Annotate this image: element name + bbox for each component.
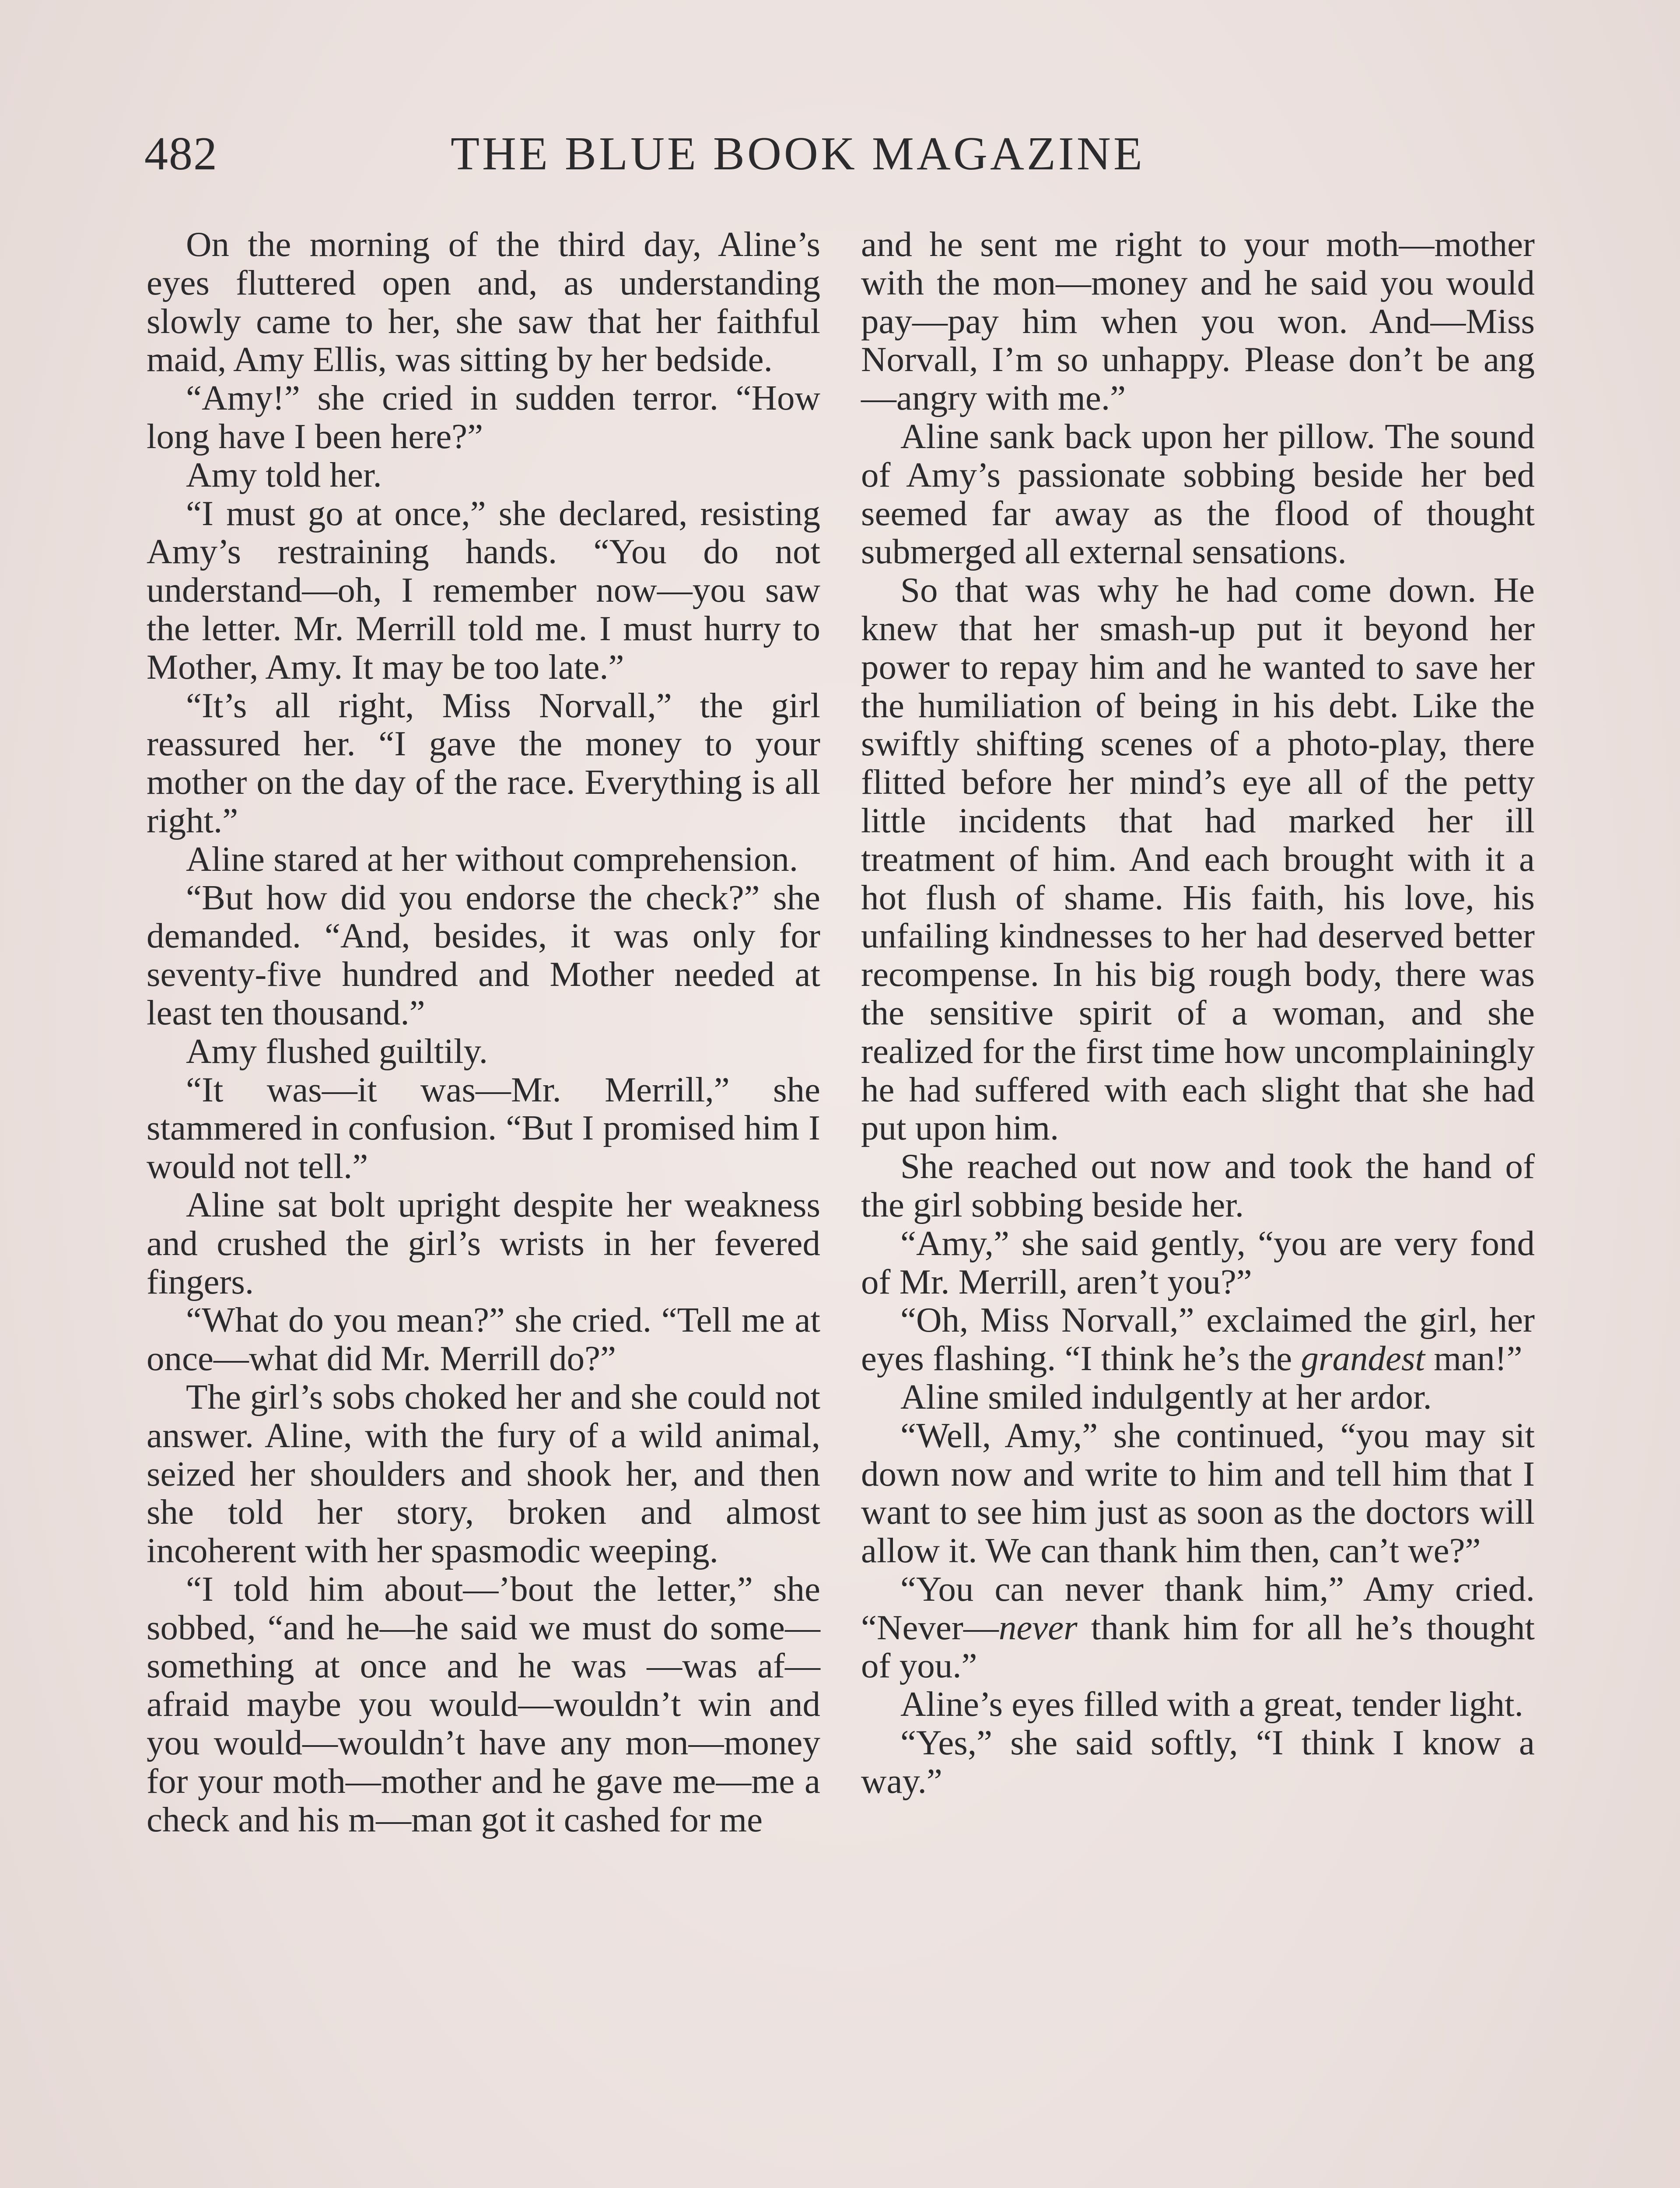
emphasis-text: grandest bbox=[1301, 1339, 1425, 1378]
right-text-column bbox=[861, 225, 1535, 1801]
paragraph: “I told him about—’bout the letter,” she sobbed, “and he—he said we must do some—something at once and he was —was af—afraid maybe you would—wouldn’t win and you would—wouldn’t have any mon—money for your moth—mother and he gave me—me a check and his m—man got it cashed for me bbox=[147, 1569, 820, 1839]
paragraph: Amy told her. bbox=[186, 455, 382, 494]
paragraph: So that was why he had come down. He knew that her smash-up put it beyond her power to repay him and he wanted to save her the humiliation of being in his debt. Like the swiftly shifting scenes of a photo-play, there flitted before her mind’s eye all of the petty little incidents that had marked her ill treatment of him. And each brought with it a hot flush of shame. His faith, his love, his unfailing kindnesses to her had deserved better recompense. In his big rough body, there was the sensitive spirit of a woman, and she realized for the first time how uncomplainingly he had suffered with each slight that she had put upon him. bbox=[861, 570, 1535, 1148]
paragraph: Aline smiled indulgently at her ardor. bbox=[900, 1377, 1432, 1417]
paragraph: “It was—it was—Mr. Merrill,” she stammered in confusion. “But I promised him I would not tell.” bbox=[147, 1069, 820, 1186]
paragraph: “It’s all right, Miss Norvall,” the girl reassured her. “I gave the money to your mother on the day of the race. Everything is all right.” bbox=[147, 685, 820, 840]
paragraph: Amy flushed guiltily. bbox=[186, 1031, 488, 1071]
paragraph: “Yes,” she said softly, “I think I know a way.” bbox=[861, 1723, 1535, 1801]
text-run: “Oh, Miss Norvall,” exclaimed the girl, her eyes flashing. “I think he’s the bbox=[861, 1300, 1535, 1378]
paragraph: “Well, Amy,” she continued, “you may sit down now and write to him and tell him that I want to see him just as soon as the doctors will allow it. We can thank him then, can’t we?” bbox=[861, 1415, 1535, 1571]
left-text-column bbox=[147, 225, 820, 1839]
text-run: man!” bbox=[1425, 1339, 1522, 1378]
page-header bbox=[144, 123, 1229, 193]
page-number: 482 bbox=[144, 128, 218, 180]
running-title: THE BLUE BOOK MAGAZINE bbox=[451, 128, 1145, 180]
paragraph: “But how did you endorse the check?” she demanded. “And, besides, it was only for seventy-five hundred and Mother needed at least ten thousand.” bbox=[147, 877, 820, 1032]
paragraph bbox=[861, 1301, 1535, 1378]
paragraph: She reached out now and took the hand of the girl sobbing beside her. bbox=[861, 1147, 1535, 1224]
paragraph: “I must go at once,” she declared, resisting Amy’s restraining hands. “You do not understand—oh, I remember now—you saw the letter. Mr. Merrill told me. I must hurry to Mother, Amy. It may be too late.” bbox=[147, 493, 820, 687]
paragraph: On the morning of the third day, Aline’s eyes fluttered open and, as understanding slowly came to her, she saw that her faithful maid, Amy Ellis, was sitting by her bedside. bbox=[147, 224, 820, 379]
emphasis-text: never bbox=[998, 1607, 1078, 1647]
paragraph: “What do you mean?” she cried. “Tell me at once—what did Mr. Merrill do?” bbox=[147, 1300, 820, 1378]
paragraph: Aline stared at her without comprehension. bbox=[186, 839, 798, 879]
text-run: thank him for all he’s thought of you.” bbox=[861, 1607, 1535, 1686]
continued-paragraph: and he sent me right to your moth—mother with the mon—money and he said you would pay—pay him when you won. And—Miss Norvall, I’m so unhappy. Please don’t be ang—angry with me.” bbox=[861, 224, 1535, 418]
paragraph: The girl’s sobs choked her and she could not answer. Aline, with the fury of a wild animal, seized her shoulders and shook her, and then she told her story, broken and almost incoherent with her spasmodic weeping. bbox=[147, 1377, 820, 1571]
paragraph: Aline sat bolt upright despite her weakness and crushed the girl’s wrists in her fevered fingers. bbox=[147, 1185, 820, 1301]
paragraph bbox=[861, 1570, 1535, 1685]
paragraph: Aline’s eyes filled with a great, tender light. bbox=[900, 1684, 1523, 1724]
text-run: “You can never thank him,” Amy cried. “Never— bbox=[861, 1569, 1535, 1647]
paragraph: “Amy,” she said gently, “you are very fond of Mr. Merrill, aren’t you?” bbox=[861, 1223, 1535, 1301]
paragraph: “Amy!” she cried in sudden terror. “How long have I been here?” bbox=[147, 378, 820, 456]
paragraph: Aline sank back upon her pillow. The sound of Amy’s passionate sobbing beside her bed seemed far away as the flood of thought submerged all external sensations. bbox=[861, 416, 1535, 572]
